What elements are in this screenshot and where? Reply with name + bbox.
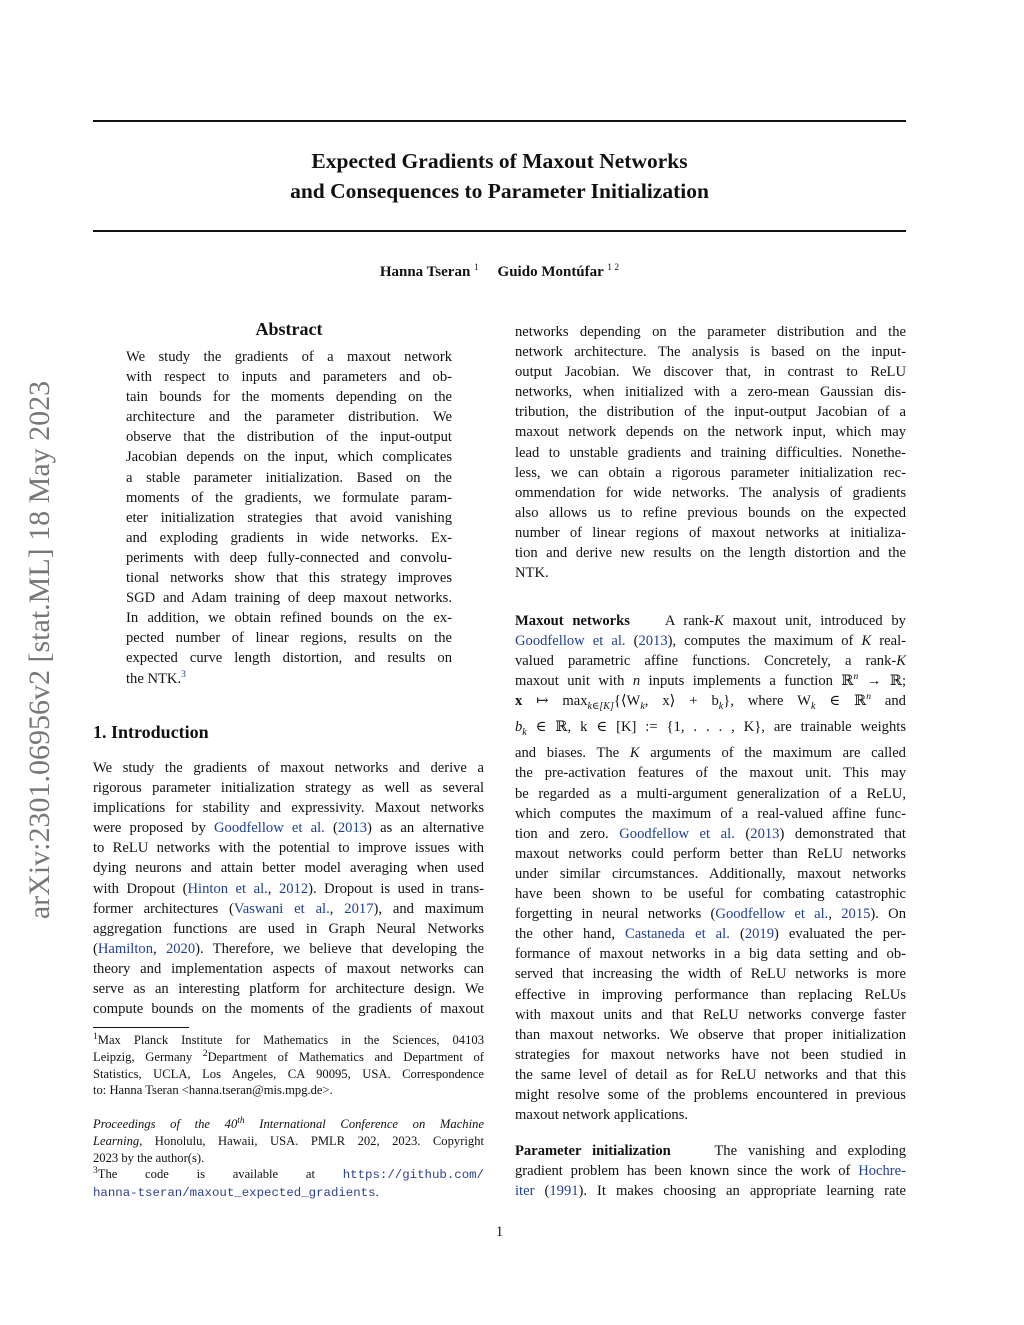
- text: ∈ ℝ, k ∈ [K] := {1, . . . , K}, are trainable weights: [526, 719, 906, 736]
- text: A rank-: [664, 613, 715, 629]
- math: }, where W: [723, 693, 811, 710]
- footnote-rule: [93, 1027, 189, 1028]
- body-line: strategies for maxout networks have not been studied in: [515, 1046, 906, 1063]
- body-line: maxout network depends on the network input, which may: [515, 424, 906, 441]
- body-line: effective in improving performance than replacing ReLUs: [515, 986, 906, 1003]
- body-line: the pre-activation features of the maxout unit. This may: [515, 765, 906, 782]
- abstract-line: a stable parameter initialization. Based on the: [126, 469, 452, 486]
- math: {⟨W: [613, 693, 641, 710]
- abstract-line: expected curve length distortion, and results on: [126, 650, 452, 667]
- citation-link[interactable]: Castaneda et al.: [625, 926, 730, 943]
- math-subscript: k∈[K]: [587, 701, 614, 713]
- abstract-line: tional networks show that this strategy improves: [126, 570, 452, 587]
- footnote-line: to: Hanna Tseran <hanna.tseran@mis.mpg.de>.: [93, 1083, 333, 1098]
- author-affiliation: 1 2: [607, 263, 620, 273]
- body-line: formance of maxout networks in a big data setting and ob-: [515, 946, 906, 963]
- text: (: [625, 633, 639, 650]
- footnote-line: [93, 1166, 484, 1184]
- body-line: than maxout networks. We observe that proper initialization: [515, 1026, 906, 1043]
- text: th: [237, 1115, 245, 1126]
- text: , Honolulu, Hawaii, USA. PMLR 202, 2023. Copyright: [139, 1133, 484, 1148]
- abstract-line: eter initialization strategies that avoid vanishing: [126, 509, 452, 526]
- text: ). Therefore, we believe that developing the: [195, 940, 484, 957]
- text: Leipzig, Germany: [93, 1049, 203, 1064]
- abstract-line: We study the gradients of a maxout network: [126, 349, 452, 365]
- text: International Conference on Machine: [244, 1117, 484, 1131]
- math-superscript: n: [866, 692, 871, 703]
- math: → ℝ;: [858, 673, 906, 690]
- footnote-mark-3[interactable]: 3: [181, 669, 186, 680]
- citation-year-link[interactable]: 2013: [337, 820, 368, 837]
- intro-line: theory and implementation aspects of maxout networks can: [93, 960, 484, 977]
- body-line: NTK.: [515, 565, 549, 582]
- footnote-line: Statistics, UCLA, Los Angeles, CA 90095, USA. Correspondence: [93, 1066, 484, 1081]
- body-line: [515, 824, 906, 844]
- body-line: with maxout units and that ReLU networks converge faster: [515, 1006, 906, 1023]
- intro-line: dying neurons and attain better model averaging when used: [93, 860, 484, 877]
- text: former architectures (: [93, 900, 234, 917]
- citation-year-link[interactable]: 2019: [744, 926, 774, 943]
- intro-line: We study the gradients of maxout networks and derive a: [93, 760, 484, 776]
- text: ), and maximum: [373, 900, 484, 917]
- citation-year-link[interactable]: 1991: [549, 1183, 579, 1200]
- intro-continued: [515, 322, 906, 583]
- title-line-2: and Consequences to Parameter Initialization: [290, 179, 709, 203]
- body-line: the same level of detail as for ReLU networks and that this: [515, 1066, 906, 1083]
- author-name: Guido Montúfar: [497, 264, 604, 280]
- intro-line: to ReLU networks with the potential to improve issues with: [93, 840, 484, 857]
- math-subscript: k: [718, 701, 724, 713]
- citation-year-link[interactable]: 2017: [344, 900, 374, 917]
- title-rule-top: [93, 120, 906, 122]
- body-line: [515, 631, 906, 651]
- text: and biases. The: [515, 745, 630, 762]
- abstract-line: Jacobian depends on the input, which complicates: [126, 449, 452, 466]
- math-bold: x: [515, 693, 523, 710]
- text: The vanishing and exploding: [714, 1143, 907, 1159]
- text: Department of Mathematics and Department of: [207, 1049, 484, 1064]
- citation-link[interactable]: Goodfellow et al.: [214, 820, 325, 837]
- citation-link[interactable]: Hamilton: [97, 940, 154, 957]
- body-line: [515, 1141, 906, 1161]
- footnote-code: [93, 1166, 484, 1202]
- paragraph-heading-param-init: Parameter initialization: [515, 1143, 671, 1159]
- math: K: [861, 633, 872, 650]
- citation-link[interactable]: Vaswani et al.: [233, 900, 330, 917]
- text: ), computes the maximum of: [667, 633, 862, 650]
- math: , x⟩ + b: [644, 693, 719, 710]
- math: K: [714, 613, 724, 629]
- footnote-mark: 3: [93, 1165, 98, 1176]
- abstract-line: architecture and the parameter distribution. We: [126, 409, 452, 426]
- body-line: might resolve some of the problems encountered in previous: [515, 1086, 906, 1103]
- intro-line: [93, 818, 484, 838]
- text: (: [324, 820, 338, 837]
- body-line: [515, 611, 906, 631]
- text: ). Dropout is used in trans-: [308, 880, 484, 897]
- parameter-initialization-paragraph: [515, 1141, 906, 1201]
- text: Learning: [93, 1133, 140, 1148]
- text: Proceedings of the: [93, 1117, 225, 1131]
- abstract-line: pected number of linear regions, results on the: [126, 630, 452, 647]
- text: ,: [329, 900, 345, 917]
- paper-title: [93, 146, 906, 206]
- abstract-line: observe that the distribution of the input-output: [126, 429, 452, 446]
- body-line: [515, 924, 906, 944]
- text: tion and zero.: [515, 825, 620, 842]
- intro-line: rigorous parameter initialization strategy as well as several: [93, 780, 484, 797]
- citation-link[interactable]: Goodfellow et al.: [515, 633, 626, 650]
- body-line: [515, 651, 906, 671]
- text: maxout unit with: [515, 673, 633, 690]
- math: n: [632, 673, 641, 690]
- footnote-line: [93, 1116, 484, 1133]
- code-url-link[interactable]: https://github.com/: [342, 1168, 484, 1182]
- text: (: [93, 940, 98, 957]
- footnote-line: 2023 by the author(s).: [93, 1150, 205, 1165]
- text: inputs implements a function: [640, 673, 842, 690]
- body-line: [515, 1181, 906, 1201]
- abstract-line: [126, 669, 452, 689]
- body-line: network architecture. The analysis is based on the input-: [515, 344, 906, 361]
- body-line: under similar circumstances. Additionally, maxout networks: [515, 865, 906, 882]
- text: valued parametric affine functions. Concretely, a rank-: [515, 653, 897, 670]
- math-subscript: k: [522, 727, 527, 739]
- text: (: [734, 825, 751, 842]
- body-line: be regarded as a multi-argument generalization of a ReLU,: [515, 785, 906, 802]
- text: (: [534, 1183, 550, 1200]
- citation-link[interactable]: iter: [515, 1183, 535, 1200]
- footnote-mark: 2: [202, 1048, 208, 1059]
- paragraph-heading-maxout: Maxout networks: [515, 613, 630, 629]
- title-rule-bottom: [93, 230, 906, 232]
- body-line: lead to unstable gradients and training difficulties. Nonethe-: [515, 444, 906, 461]
- citation-year-link[interactable]: 2020: [165, 940, 196, 957]
- text: and: [870, 693, 906, 710]
- citation-link[interactable]: Hochre-: [858, 1163, 906, 1180]
- footnote-line: [93, 1133, 484, 1150]
- body-line: number of linear regions of maxout networks at initializa-: [515, 524, 906, 541]
- author-name: Hanna Tseran: [379, 264, 471, 280]
- footnote-affiliations: [93, 1032, 484, 1099]
- arxiv-side-label: arXiv:2301.06956v2 [stat.ML] 18 May 2023: [23, 380, 56, 920]
- citation-link[interactable]: Goodfellow et al.: [715, 906, 829, 923]
- abstract-line: tain bounds for the moments depending on the: [126, 389, 452, 406]
- math: ℝ: [841, 673, 854, 690]
- body-line: [515, 691, 906, 717]
- body-line: [515, 1161, 906, 1181]
- text: ) as an alternative: [367, 820, 484, 837]
- text: Max Planck Institute for Mathematics in the Sciences, 04103: [97, 1033, 484, 1047]
- intro-line: [93, 899, 484, 919]
- abstract-heading: Abstract: [255, 319, 323, 339]
- body-line: which computes the maximum of a real-valued affine func-: [515, 805, 906, 822]
- text: the other hand,: [515, 926, 626, 943]
- citation-year-link[interactable]: 2012: [278, 880, 309, 897]
- text: The code is available at: [97, 1167, 343, 1181]
- intro-line: compute bounds on the moments of the gradients of maxout: [93, 1001, 484, 1018]
- abstract-line: moments of the gradients, we formulate param-: [126, 489, 452, 506]
- math: K: [629, 745, 640, 762]
- intro-line: aggregation functions are used in Graph Neural Networks: [93, 920, 484, 937]
- body-line: less, we can obtain a rigorous parameter initialization rec-: [515, 464, 906, 481]
- text: were proposed by: [93, 820, 215, 837]
- body-line: maxout networks could perform better than ReLU networks: [515, 845, 906, 862]
- citation-year-link[interactable]: 2013: [750, 825, 780, 842]
- body-line: ommendation for wide networks. The analysis of gradients: [515, 484, 906, 501]
- text: 40: [224, 1117, 238, 1131]
- math-subscript: k: [810, 701, 816, 713]
- code-url-link-cont[interactable]: hanna-tseran/maxout_expected_gradients: [93, 1185, 376, 1200]
- text: ). It makes choosing an appropriate learning rate: [578, 1183, 906, 1200]
- intro-line: [93, 939, 484, 959]
- body-line: [515, 904, 906, 924]
- intro-line: [93, 879, 484, 899]
- body-line: served that increasing the width of ReLU networks is more: [515, 966, 906, 983]
- body-line: output Jacobian. We discover that, in contrast to ReLU: [515, 364, 906, 381]
- title-line-1: Expected Gradients of Maxout Networks: [311, 149, 688, 173]
- text: gradient problem has been known since the work of: [515, 1163, 859, 1180]
- text: (: [729, 926, 745, 943]
- section-heading-introduction: 1. Introduction: [93, 722, 209, 742]
- math: ∈ ℝ: [815, 693, 867, 710]
- math: b: [515, 719, 523, 736]
- citation-link[interactable]: Hinton et al.: [187, 880, 268, 897]
- math-subscript: k: [640, 701, 645, 713]
- abstract-line: In addition, we obtain refined bounds on the ex-: [126, 610, 452, 627]
- footnote-line: [93, 1184, 484, 1202]
- maxout-networks-paragraph: [515, 611, 906, 1125]
- abstract-line: SGD and Adam training of deep maxout networks.: [126, 590, 452, 607]
- body-line: have been shown to be useful for combating catastrophic: [515, 886, 906, 903]
- text: arguments of the maximum are called: [639, 745, 906, 762]
- text: ) evaluated the per-: [774, 926, 907, 943]
- text: ). On: [870, 906, 906, 923]
- body-line: tion and derive new results on the length distortion and the: [515, 545, 906, 562]
- body-line: networks depending on the parameter distribution and the: [515, 324, 906, 340]
- body-line: [515, 743, 906, 763]
- text: real-: [871, 633, 906, 650]
- body-line: [515, 671, 906, 691]
- citation-year-link[interactable]: 2013: [638, 633, 668, 650]
- abstract-body: [126, 347, 452, 689]
- text: with Dropout (: [93, 880, 188, 897]
- introduction-body: [93, 758, 484, 1019]
- footnote-line: [93, 1032, 484, 1049]
- abstract-line: and exploding gradients in wide networks. Ex-: [126, 529, 452, 546]
- abstract-line: periments with deep fully-connected and convolu-: [126, 549, 452, 566]
- citation-link[interactable]: Goodfellow et al.: [619, 825, 735, 842]
- author-list: [93, 264, 906, 281]
- abstract-last-text: the NTK.: [126, 670, 182, 687]
- math: ↦ max: [522, 693, 588, 710]
- math: K: [896, 653, 906, 670]
- body-line: tribution, the distribution of the input-output Jacobian of a: [515, 404, 906, 421]
- citation-year-link[interactable]: 2015: [841, 906, 871, 923]
- author-affiliation: 1: [474, 263, 479, 273]
- text: .: [375, 1184, 379, 1199]
- body-line: [515, 717, 906, 743]
- footnote-mark: 1: [93, 1031, 98, 1042]
- body-line: networks, when initialized with a zero-mean Gaussian dis-: [515, 384, 906, 401]
- text: forgetting in neural networks (: [515, 906, 716, 923]
- text: ,: [828, 906, 842, 923]
- text: maxout unit, introduced by: [723, 613, 906, 629]
- text: ,: [153, 940, 166, 957]
- body-line: also allows us to refine previous bounds on the expected: [515, 504, 906, 521]
- math-superscript: n: [853, 672, 859, 683]
- text: ,: [267, 880, 279, 897]
- body-line: maxout network applications.: [515, 1107, 689, 1124]
- footnote-line: [93, 1049, 484, 1066]
- intro-line: implications for stability and expressivity. Maxout networks: [93, 800, 484, 817]
- footnote-proceedings: [93, 1116, 484, 1166]
- intro-line: serve as an interesting platform for architecture design. We: [93, 981, 484, 998]
- abstract-line: with respect to inputs and parameters and ob-: [126, 369, 452, 386]
- page-number: 1: [495, 1224, 504, 1240]
- text: ) demonstrated that: [779, 825, 906, 842]
